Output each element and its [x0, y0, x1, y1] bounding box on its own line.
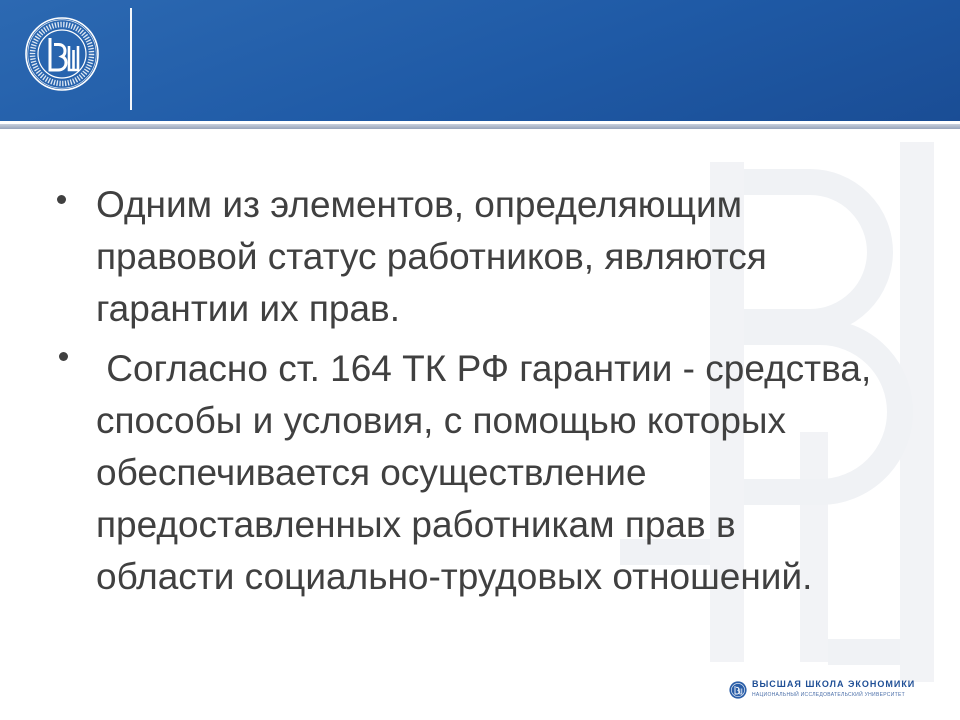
bullet-paragraph: [96, 179, 916, 335]
bullet-icon: [59, 352, 68, 361]
bullet-text-line: способы и условия, с помощью которых: [96, 400, 787, 441]
bullet-text-line: предоставленных работникам прав в: [96, 504, 736, 545]
header-band: [0, 0, 960, 121]
bullet-paragraph: [96, 343, 916, 603]
bullet-text-line: области социально-трудовых отношений.: [96, 556, 813, 597]
footer-logo: [729, 679, 929, 703]
bullet-icon: [57, 195, 66, 204]
footer-logo-title: ВЫСШАЯ ШКОЛА ЭКОНОМИКИ: [752, 679, 916, 689]
hse-seal-icon: [24, 16, 100, 92]
hse-logo-icon: [729, 681, 747, 699]
header-divider: [130, 8, 132, 110]
bullet-text-line: Одним из элементов, определяющим: [96, 184, 743, 225]
bullet-text-line: правовой статус работников, являются: [96, 236, 767, 277]
header-bottom-rule: [0, 124, 960, 129]
bullet-text-line: Согласно ст. 164 ТК РФ гарантии - средства,: [96, 348, 872, 389]
bullet-text-line: обеспечивается осуществление: [96, 452, 647, 493]
footer-logo-subtitle: НАЦИОНАЛЬНЫЙ ИССЛЕДОВАТЕЛЬСКИЙ УНИВЕРСИТЕТ: [752, 692, 905, 698]
bullet-text-line: гарантии их прав.: [96, 288, 400, 329]
